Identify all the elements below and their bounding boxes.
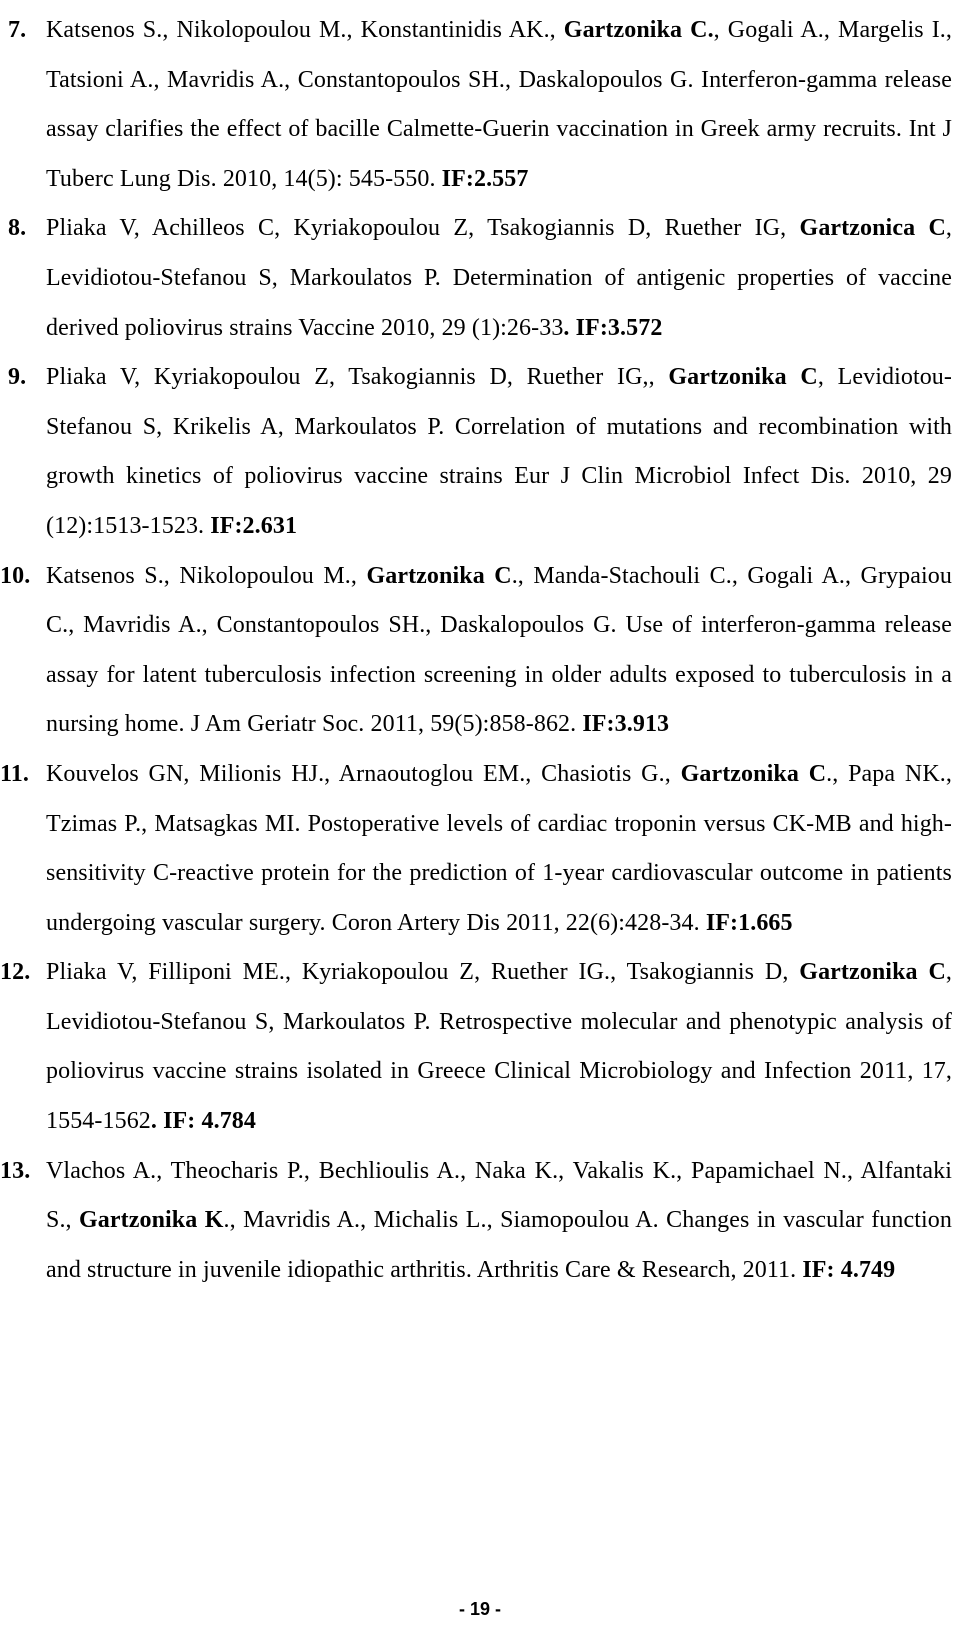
reference-number: 7.: [8, 17, 27, 43]
reference-text: ., Papa NK., Tzimas P., Matsagkas MI. Postoperative levels of cardiac troponin versus CK-MB and high-sensitivity C-reactive protein for the prediction of 1-year cardiovascular outcome in patients undergoing vascular surgery. Coron Artery Dis 2011, 22(6):428-34.: [46, 760, 952, 936]
reference-authors: Kouvelos GN, Milionis HJ., Arnaoutoglou EM., Chasiotis G.,: [46, 760, 681, 787]
reference-list: [0, 6, 960, 1295]
reference-number: 9.: [8, 364, 27, 391]
impact-factor: . IF: 4.784: [150, 1108, 256, 1135]
impact-factor: IF:2.631: [210, 512, 298, 539]
reference-item-12: [0, 948, 960, 1146]
reference-authors: Katsenos S., Nikolopoulou M.,: [46, 562, 367, 589]
reference-item-9: [0, 353, 960, 551]
reference-text: ., Mavridis A., Michalis L., Siamopoulou A. Changes in vascular function and structure in juvenile idiopathic arthritis. Arthritis Care & Research, 2011.: [46, 1207, 952, 1283]
impact-factor: IF:3.913: [582, 711, 670, 738]
impact-factor: IF:1.665: [705, 909, 793, 936]
reference-item-13: [0, 1147, 960, 1296]
reference-number: 13.: [0, 1157, 31, 1184]
reference-text: , Gogali A., Margelis I., Tatsioni A., Mavridis A., Constantopoulos SH., Daskalopoulos G. Interferon-gamma release assay clarifies the effect of bacille Calmette-Guerin vaccination in Greek army recruits. Int J Tuberc Lung Dis. 2010, 14(5): 545-550.: [46, 17, 952, 192]
reference-authors: Pliaka V, Achilleos C, Kyriakopoulou Z, Tsakogiannis D, Ruether IG,: [46, 215, 800, 242]
highlighted-author: Gartzonika C: [799, 959, 946, 986]
reference-number: 10.: [0, 562, 31, 589]
page-number: - 19 -: [458, 1599, 501, 1619]
reference-item-8: [0, 204, 960, 353]
reference-item-10: [0, 552, 960, 750]
highlighted-author: Gartzonika K: [79, 1207, 224, 1234]
impact-factor: IF: 4.749: [802, 1256, 896, 1283]
reference-authors: Pliaka V, Kyriakopoulou Z, Tsakogiannis D, Ruether IG,,: [46, 364, 669, 391]
reference-authors: Pliaka V, Filliponi ME., Kyriakopoulou Z, Ruether IG., Tsakogiannis D,: [46, 959, 800, 986]
reference-number: 12.: [0, 959, 31, 986]
reference-text: , Levidiotou-Stefanou S, Markoulatos P. Determination of antigenic properties of vaccine derived poliovirus strains Vaccine 2010, 29 (1):26-33: [46, 215, 953, 341]
highlighted-author: Gartzonika C.: [563, 17, 714, 43]
highlighted-author: Gartzonica C: [799, 215, 946, 242]
highlighted-author: Gartzonika C: [366, 562, 512, 589]
highlighted-author: Gartzonika C: [668, 364, 818, 391]
reference-number: 8.: [8, 215, 27, 242]
reference-authors: Vlachos A., Theocharis P., Bechlioulis A., Naka K., Vakalis K., Papamichael N., Alfantaki S.,: [46, 1157, 952, 1234]
reference-number: 11.: [0, 760, 29, 787]
impact-factor: IF:2.557: [441, 165, 529, 192]
highlighted-author: Gartzonika C: [680, 760, 827, 787]
reference-item-7: [0, 6, 960, 204]
reference-item-11: [0, 750, 960, 948]
reference-text: , Levidiotou-Stefanou S, Krikelis A, Markoulatos P. Correlation of mutations and recombination with growth kinetics of poliovirus vaccine strains Eur J Clin Microbiol Infect Dis. 2010, 29 (12):1513-1523.: [46, 364, 953, 539]
impact-factor: . IF:3.572: [563, 314, 663, 341]
reference-text: ., Manda-Stachouli C., Gogali A., Grypaiou C., Mavridis A., Constantopoulos SH., Daskalopoulos G. Use of interferon-gamma release assay for latent tuberculosis infection screening in older adults exposed to tuberculosis in a nursing home. J Am Geriatr Soc. 2011, 59(5):858-862.: [46, 562, 952, 738]
reference-text: , Levidiotou-Stefanou S, Markoulatos P. Retrospective molecular and phenotypic analysis of poliovirus vaccine strains isolated in Greece Clinical Microbiology and Infection 2011, 17, 1554-1562: [46, 959, 952, 1135]
reference-authors: Katsenos S., Nikolopoulou M., Konstantinidis AK.,: [46, 17, 564, 43]
